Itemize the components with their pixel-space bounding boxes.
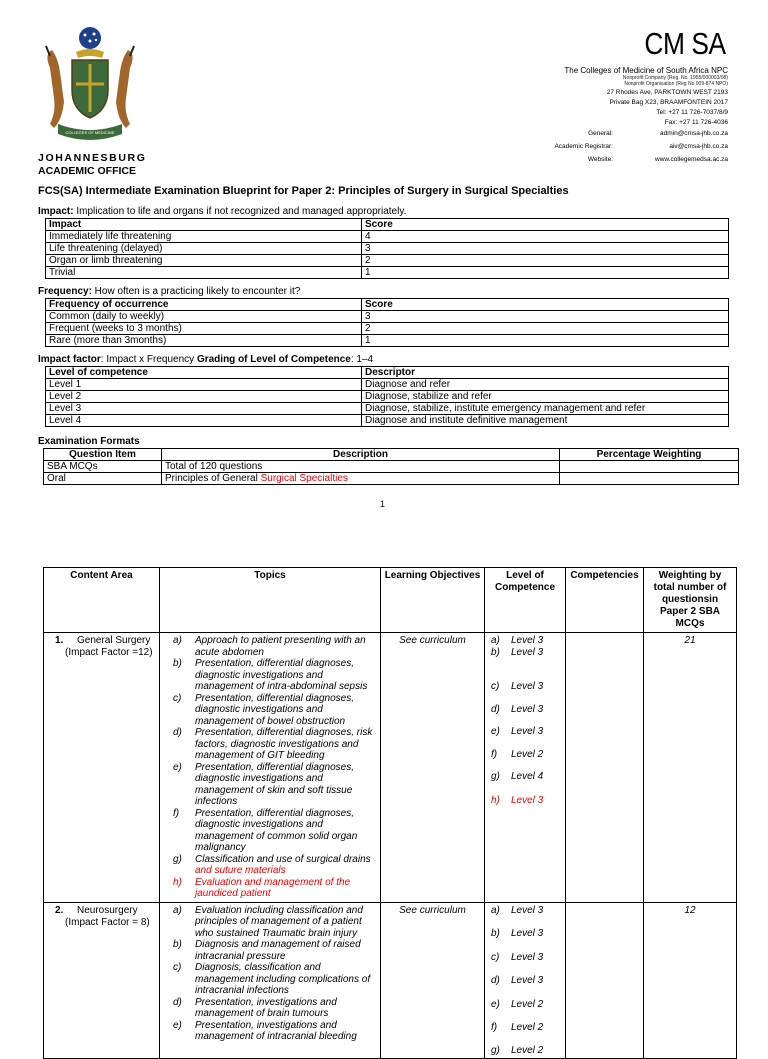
description-header: Description: [162, 449, 560, 461]
level-text: Level 2: [511, 748, 544, 760]
level-of-competence-header: Level of Competence: [485, 568, 566, 633]
topic-text-main: Presentation, differential diagnoses, diagnostic investigations and management of skin and soft tissue infections: [195, 761, 354, 807]
score-cell: 3: [362, 311, 729, 323]
general-label: General:: [588, 130, 613, 137]
website-label: Website:: [587, 156, 613, 163]
page-title: FCS(SA) Intermediate Examination Blueprint for Paper 2: Principles of Surgery in Surgical Specialties: [38, 185, 569, 197]
topic-marker: d): [173, 727, 182, 738]
reg-line-1: Nonprofit Company (Reg. No. 1955/000003/08): [622, 75, 728, 81]
frequency-table: [45, 298, 729, 347]
topic-item: [163, 808, 377, 854]
table-row: [46, 415, 729, 427]
topic-marker: b): [173, 939, 182, 950]
topic-marker: d): [173, 996, 182, 1008]
topic-text: [195, 693, 377, 728]
level-marker: c): [491, 681, 500, 692]
level-text: Level 3: [511, 794, 544, 806]
topic-item: [163, 905, 377, 940]
impact-cell: Trivial: [46, 267, 362, 279]
office-city: JOHANNESBURG: [38, 152, 147, 164]
table-row: [44, 902, 737, 1059]
topic-item: [163, 727, 377, 762]
level-text: Level 2: [511, 1044, 544, 1056]
level-marker: a): [491, 904, 500, 916]
topic-item: [163, 962, 377, 997]
topic-item: [163, 877, 377, 900]
registrar-label: Academic Registrar:: [554, 143, 613, 150]
topic-text-red: and suture materials: [195, 865, 286, 876]
item-cell: SBA MCQs: [44, 461, 162, 473]
frequency-label: Frequency:: [38, 286, 92, 297]
topic-marker: f): [173, 807, 180, 819]
topic-text-main: Diagnosis, classification and management including complications of intracranial infections: [195, 962, 371, 996]
level-item: [488, 749, 562, 761]
level-marker: h): [491, 794, 500, 806]
level-marker: g): [491, 1044, 500, 1056]
weighting-header: Percentage Weighting: [560, 449, 739, 461]
level-marker: d): [491, 975, 500, 986]
topic-item: [163, 939, 377, 962]
level-cell: Level 4: [46, 415, 362, 427]
topic-text-main: Presentation, differential diagnoses, diagnostic investigations and management of bowel obstruction: [195, 692, 354, 727]
description-text: Total of 120 questions: [165, 461, 263, 472]
level-marker: g): [491, 771, 500, 782]
objectives-cell: See curriculum: [381, 902, 485, 1059]
description-red-text: Surgical Specialties: [260, 473, 348, 484]
level-item: [488, 952, 562, 964]
table-row: [46, 267, 729, 279]
college-crest-logo: [38, 24, 142, 152]
topic-item: [163, 658, 377, 693]
table-row: [46, 311, 729, 323]
level-item: [488, 928, 562, 940]
table-row: [46, 255, 729, 267]
table-row: [46, 231, 729, 243]
level-text: Level 3: [511, 975, 544, 986]
topic-text-main: Evaluation and management of the jaundiced patient: [195, 876, 351, 899]
level-item: [488, 771, 562, 783]
topic-item: [163, 635, 377, 658]
topic-text-main: Presentation, differential diagnoses, risk factors, diagnostic investigations and management of GIT bleeding: [195, 727, 373, 761]
table-row: [46, 323, 729, 335]
weight-cell: [560, 461, 739, 473]
descriptor-cell: Diagnose, stabilize, institute emergency management and refer: [362, 403, 729, 415]
weighting-cell: 21: [644, 633, 737, 903]
topic-text-main: Classification and use of surgical drains: [195, 853, 371, 865]
item-cell: Oral: [44, 473, 162, 485]
level-text: Level 2: [511, 1022, 544, 1033]
topic-text-main: Evaluation including classification and principles of management of a patient who sustained Traumatic brain injury: [195, 904, 363, 939]
level-item: [488, 905, 562, 917]
brand-wordmark: CM SA: [644, 26, 726, 61]
impact-table: [45, 218, 729, 279]
topic-text-main: Presentation, differential diagnoses, diagnostic investigations and management of intra-abdominal sepsis: [195, 658, 368, 692]
level-item: [488, 681, 562, 693]
impact-cell: Life threatening (delayed): [46, 243, 362, 255]
level-text: Level 2: [511, 998, 544, 1010]
description-text: Principles of General: [165, 473, 261, 484]
topic-text-main: Approach to patient presenting with an acute abdomen: [195, 635, 366, 658]
level-item: [488, 999, 562, 1011]
score-cell: 1: [362, 267, 729, 279]
levels-cell: [485, 902, 566, 1059]
level-marker: f): [491, 1022, 498, 1033]
topic-text: [195, 762, 377, 808]
level-cell: Level 1: [46, 379, 362, 391]
registrar-email-link[interactable]: aiv@cmsa-jhb.co.za: [669, 143, 728, 150]
descriptor-cell: Diagnose and institute definitive management: [362, 415, 729, 427]
topic-text: [195, 1020, 377, 1043]
impact-cell: Organ or limb threatening: [46, 255, 362, 267]
content-area-header: Content Area: [44, 568, 160, 633]
learning-objectives-header: Learning Objectives: [381, 568, 485, 633]
level-text: Level 3: [511, 703, 544, 715]
topic-marker: g): [173, 853, 182, 865]
topic-marker: e): [173, 761, 182, 773]
description-cell: [162, 461, 560, 473]
table-row: [46, 403, 729, 415]
competencies-cell: [566, 902, 644, 1059]
topic-text-main: Presentation, investigations and management of intracranial bleeding: [195, 1019, 357, 1042]
topic-item: [163, 1020, 377, 1043]
competence-table: [45, 366, 729, 427]
level-marker: e): [491, 998, 500, 1010]
table-row: [46, 391, 729, 403]
general-email-link[interactable]: admin@cmsa-jhb.co.za: [659, 130, 728, 137]
topic-text-main: Presentation, differential diagnoses, diagnostic investigations and management of common solid organ malignancy: [195, 807, 358, 853]
frequency-cell: Rare (more than 3months): [46, 335, 362, 347]
topic-item: [163, 762, 377, 808]
reg-line-2: Nonprofit Organisation (Reg No 009-874 NPO): [624, 81, 728, 87]
website-link[interactable]: www.collegemedsa.ac.za: [655, 156, 728, 163]
level-marker: b): [491, 646, 500, 658]
topic-text: [195, 658, 377, 693]
frequency-desc: How often is a practicing likely to encounter it?: [91, 286, 301, 297]
impact-factor-label: Impact factor: [38, 354, 101, 365]
crest-motto: COLLEGES OF MEDICINE: [65, 130, 115, 135]
area-impact: (Impact Factor =12): [65, 647, 153, 658]
competence-grading-text: : 1–4: [350, 354, 374, 365]
table-row: [46, 379, 729, 391]
table-row: [44, 473, 739, 485]
competence-grading-label: Grading of Level of Competence: [196, 354, 351, 365]
org-name: The Colleges of Medicine of South Africa NPC: [564, 66, 728, 75]
topic-item: [163, 693, 377, 728]
topic-marker: a): [173, 635, 182, 646]
score-cell: 2: [362, 323, 729, 335]
topic-text-main: Presentation, investigations and management of brain tumours: [195, 996, 337, 1019]
level-marker: b): [491, 928, 500, 939]
impact-cell: Immediately life threatening: [46, 231, 362, 243]
frequency-cell: Common (daily to weekly): [46, 311, 362, 323]
topic-item: [163, 854, 377, 877]
score-cell: 1: [362, 335, 729, 347]
level-cell: Level 2: [46, 391, 362, 403]
levels-cell: [485, 633, 566, 903]
area-number: 1.: [55, 635, 64, 646]
content-area-cell: [44, 902, 160, 1059]
impact-header: Impact: [46, 219, 362, 231]
frequency-header: Frequency of occurrence: [46, 299, 362, 311]
area-name: Neurosurgery: [77, 904, 138, 916]
formats-table: [43, 448, 739, 485]
frequency-cell: Frequent (weeks to 3 months): [46, 323, 362, 335]
topic-marker: c): [173, 962, 182, 973]
level-marker: e): [491, 726, 500, 737]
topic-marker: b): [173, 658, 182, 669]
topics-cell: [160, 902, 381, 1059]
topic-text: [195, 854, 377, 877]
table-row: [46, 335, 729, 347]
descriptor-cell: Diagnose, stabilize and refer: [362, 391, 729, 403]
competencies-header: Competencies: [566, 568, 644, 633]
score-cell: 4: [362, 231, 729, 243]
level-marker: d): [491, 703, 500, 715]
level-text: Level 3: [511, 635, 544, 646]
topics-cell: [160, 633, 381, 903]
topic-text: [195, 808, 377, 854]
fax: Fax: +27 11 726-4036: [664, 119, 728, 126]
level-item: [488, 726, 562, 738]
level-item: [488, 704, 562, 716]
competencies-cell: [566, 633, 644, 903]
topic-text: [195, 997, 377, 1020]
formats-label: Examination Formats: [38, 436, 140, 447]
level-text: Level 3: [511, 904, 544, 916]
score-cell: 3: [362, 243, 729, 255]
level-text: Level 3: [511, 928, 544, 939]
topic-text: [195, 939, 377, 962]
level-text: Level 3: [511, 646, 544, 658]
level-text: Level 4: [511, 771, 544, 782]
topic-marker: h): [173, 876, 182, 888]
frequency-definition: [38, 286, 300, 297]
table-row: [46, 243, 729, 255]
contact-block: [543, 66, 728, 166]
office-name: ACADEMIC OFFICE: [38, 165, 136, 177]
topic-item: [163, 997, 377, 1020]
area-number: 2.: [55, 904, 64, 916]
weighting-cell: 12: [644, 902, 737, 1059]
topic-marker: e): [173, 1019, 182, 1031]
impact-factor-text: : Impact x Frequency: [100, 354, 197, 365]
objectives-cell: See curriculum: [381, 633, 485, 903]
topic-marker: c): [173, 692, 182, 704]
level-marker: f): [491, 748, 498, 760]
topic-text: [195, 962, 377, 997]
descriptor-header: Descriptor: [362, 367, 729, 379]
competence-definition: [38, 354, 373, 365]
question-item-header: Question Item: [44, 449, 162, 461]
topics-header: Topics: [160, 568, 381, 633]
level-marker: c): [491, 951, 500, 963]
score-header: Score: [362, 219, 729, 231]
level-cell: Level 3: [46, 403, 362, 415]
score-cell: 2: [362, 255, 729, 267]
level-text: Level 3: [511, 951, 544, 963]
area-name: General Surgery: [77, 635, 151, 646]
page-number: 1: [380, 499, 386, 509]
blueprint-table: [43, 567, 737, 1059]
office-block: [38, 152, 146, 178]
topic-text: [195, 727, 377, 762]
impact-desc: Implication to life and organs if not recognized and managed appropriately.: [73, 206, 407, 217]
topic-marker: a): [173, 904, 182, 916]
level-item: [488, 647, 562, 659]
level-header: Level of competence: [46, 367, 362, 379]
topic-text: [195, 635, 377, 658]
topic-text: [195, 877, 377, 900]
topic-text: [195, 905, 377, 940]
table-row: [44, 461, 739, 473]
table-row: [44, 633, 737, 903]
weighting-header: Weighting by total number of questionsin Paper 2 SBA MCQs: [644, 568, 737, 633]
impact-label: Impact:: [38, 206, 74, 217]
level-text: Level 3: [511, 681, 544, 692]
descriptor-cell: Diagnose and refer: [362, 379, 729, 391]
level-marker: a): [491, 635, 500, 646]
level-item: [488, 635, 562, 647]
level-text: Level 3: [511, 726, 544, 737]
content-area-cell: [44, 633, 160, 903]
description-cell: [162, 473, 560, 485]
address-line-1: 27 Rhodes Ave, PARKTOWN WEST 2193: [606, 89, 728, 96]
score-header: Score: [362, 299, 729, 311]
tel: Tel: +27 11 726-7037/8/9: [656, 109, 728, 116]
level-item: [488, 1045, 562, 1057]
level-item: [488, 795, 562, 807]
impact-definition: [38, 206, 406, 217]
address-line-2: Private Bag X23, BRAAMFONTEIN 2017: [609, 99, 728, 106]
weight-cell: [560, 473, 739, 485]
area-impact: (Impact Factor = 8): [65, 916, 150, 928]
topic-text-main: Diagnosis and management of raised intracranial pressure: [195, 939, 361, 962]
level-item: [488, 975, 562, 987]
